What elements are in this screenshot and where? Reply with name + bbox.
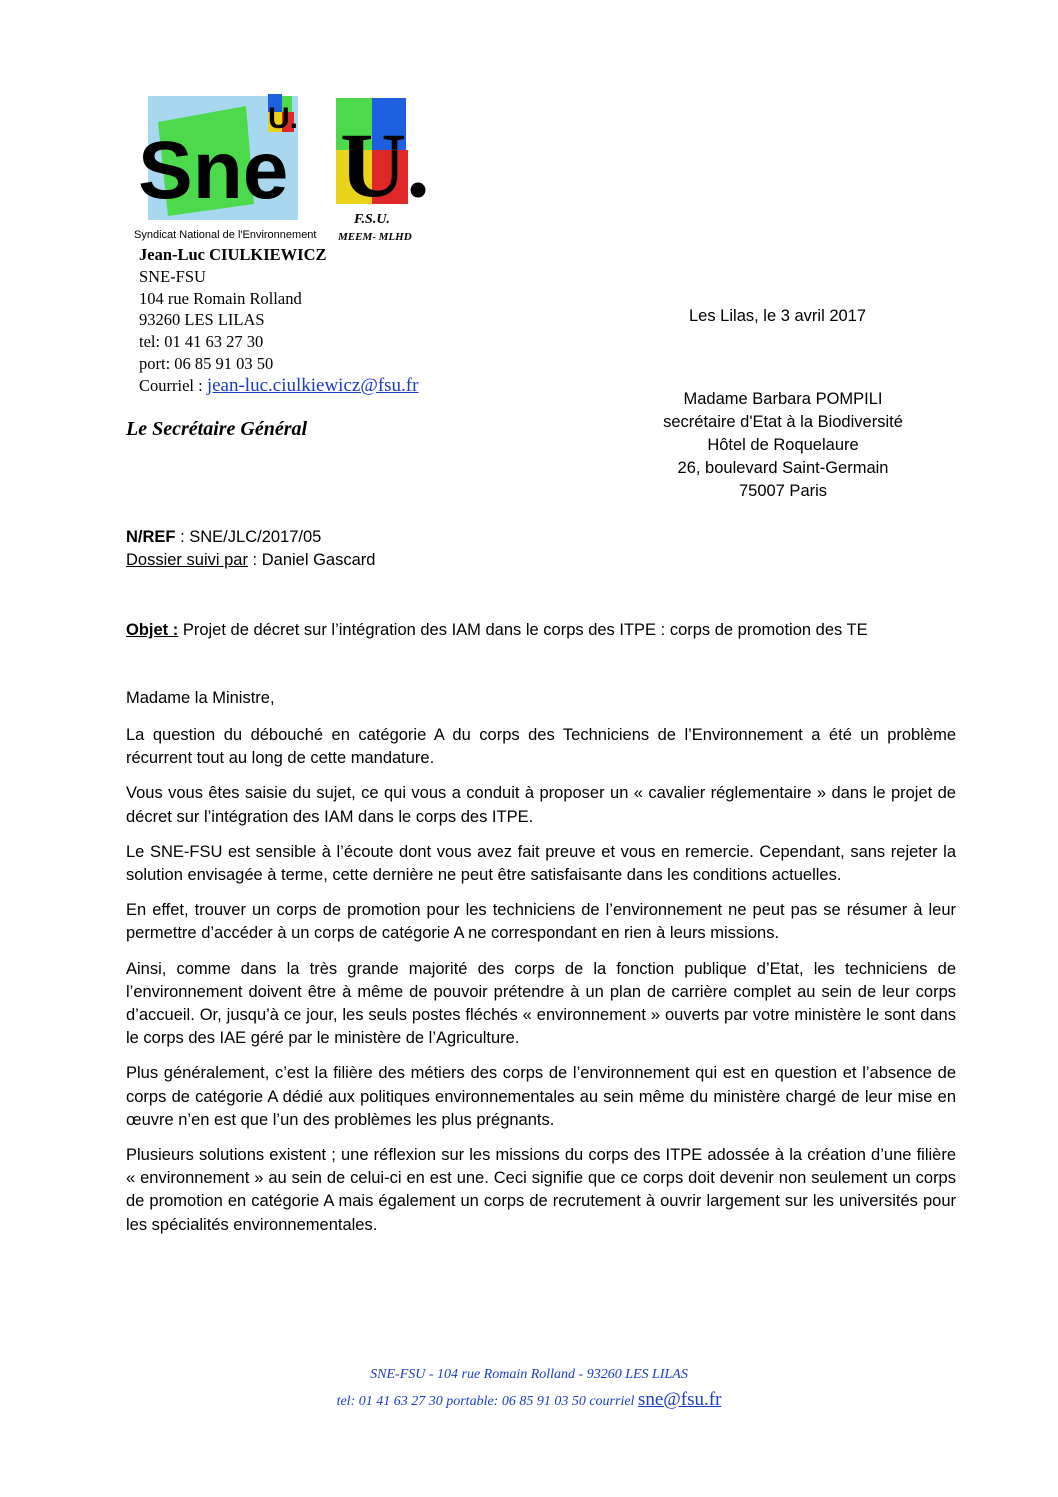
logo-sne-text: Sne	[138, 125, 289, 216]
body-paragraph: Plus généralement, c’est la filière des métiers des corps de l’environnement qui est en question et l’absence de corps de catégorie A dédié aux politiques environnementales au sein même du ministère chargé de leur mise en œuvre n’en est que l’un des problèmes les plus prégnants.	[126, 1064, 956, 1129]
svg-text:U.: U.	[268, 102, 298, 135]
logo-u-text: U.	[340, 114, 430, 216]
subject-label: Objet :	[126, 621, 179, 639]
footer-address: SNE-FSU - 104 rue Romain Rolland - 93260 LES LILAS	[370, 1367, 688, 1382]
sender-email-link[interactable]: jean-luc.ciulkiewicz@fsu.fr	[206, 374, 419, 396]
dossier-label: Dossier suivi par	[126, 551, 248, 569]
sender-org: SNE-FSU	[139, 266, 206, 286]
dossier-value: : Daniel Gascard	[247, 551, 376, 569]
body-paragraph: La question du débouché en catégorie A du corps des Techniciens de l’Environnement a été un problème récurrent tout au long de cette mandature.	[126, 726, 956, 768]
sender-block	[139, 244, 418, 397]
footer-contact	[0, 1387, 1058, 1414]
letter-body	[126, 724, 956, 1249]
logo-subtitle: MEEM- MLHD	[338, 231, 412, 243]
page-footer	[0, 1362, 1058, 1414]
recipient-block	[600, 388, 966, 503]
recipient-street: 26, boulevard Saint-Germain	[677, 459, 889, 477]
letter-date: Les Lilas, le 3 avril 2017	[689, 307, 867, 325]
sender-city: 93260 LES LILAS	[139, 310, 265, 330]
subject-line	[126, 621, 868, 640]
sender-role: Le Secrétaire Général	[126, 418, 308, 440]
sender-name: Jean-Luc CIULKIEWICZ	[139, 245, 327, 264]
footer-phones: tel: 01 41 63 27 30 portable: 06 85 91 03 50 courriel	[336, 1394, 638, 1409]
recipient-building: Hôtel de Roquelaure	[707, 436, 859, 454]
sender-email-line	[139, 375, 418, 397]
footer-email-link[interactable]: sne@fsu.fr	[637, 1389, 722, 1410]
logo-fsu: F.S.U.	[354, 212, 390, 227]
nref-line	[126, 526, 375, 549]
sender-port: port: 06 85 91 03 50	[139, 353, 274, 373]
sender-tel: tel: 01 41 63 27 30	[139, 332, 264, 352]
nref-value: : SNE/JLC/2017/05	[175, 528, 322, 546]
body-paragraph: Vous vous êtes saisie du sujet, ce qui vous a conduit à proposer un « cavalier réglementaire » dans le projet de décret sur l’intégration des IAM dans le corps des ITPE.	[126, 784, 956, 826]
salutation: Madame la Ministre,	[126, 689, 275, 707]
recipient-city: 75007 Paris	[738, 482, 828, 500]
dossier-line	[126, 549, 375, 572]
references	[126, 526, 375, 572]
sender-email-label: Courriel :	[139, 375, 207, 395]
sne-fsu-logo	[128, 92, 458, 252]
sender-street: 104 rue Romain Rolland	[139, 288, 302, 308]
nref-label: N/REF	[126, 528, 176, 546]
subject-text: Projet de décret sur l’intégration des IAM dans le corps des ITPE : corps de promotion des TE	[178, 621, 868, 639]
body-paragraph: Le SNE-FSU est sensible à l’écoute dont vous avez fait preuve et vous en remercie. Cependant, sans rejeter la solution envisagée à terme, cette dernière ne peut être satisfaisante dans les conditions actuelles.	[126, 842, 956, 885]
body-paragraph: Ainsi, comme dans la très grande majorité des corps de la fonction publique d’Etat, les techniciens de l’environnement doivent être à même de pouvoir prétendre à un plan de carrière complet au sein de leur corps d’accueil. Or, jusqu’à ce jour, les seuls postes fléchés « environnement » ouverts par votre ministère le sont dans le corps des IAE géré par le ministère de l’Agriculture.	[126, 959, 956, 1048]
body-paragraph: En effet, trouver un corps de promotion pour les techniciens de l’environnement ne peut pas se résumer à leur permettre d’accéder à un corps de catégorie A ne correspondant en rien à leurs missions.	[126, 901, 956, 943]
logo-caption: Syndicat National de l'Environnement	[134, 229, 317, 241]
recipient-title: secrétaire d'Etat à la Biodiversité	[663, 413, 903, 431]
body-paragraph: Plusieurs solutions existent ; une réflexion sur les missions du corps des ITPE adossée à la création d’une filière « environnement » au sein de celui-ci en est une. Ceci signifie que ce corps doit devenir non seulement un corps de promotion en catégorie A mais également un corps de recrutement à ouvrir largement sur les universités pour les spécialités environnementales.	[126, 1146, 956, 1234]
recipient-name: Madame Barbara POMPILI	[683, 390, 883, 408]
